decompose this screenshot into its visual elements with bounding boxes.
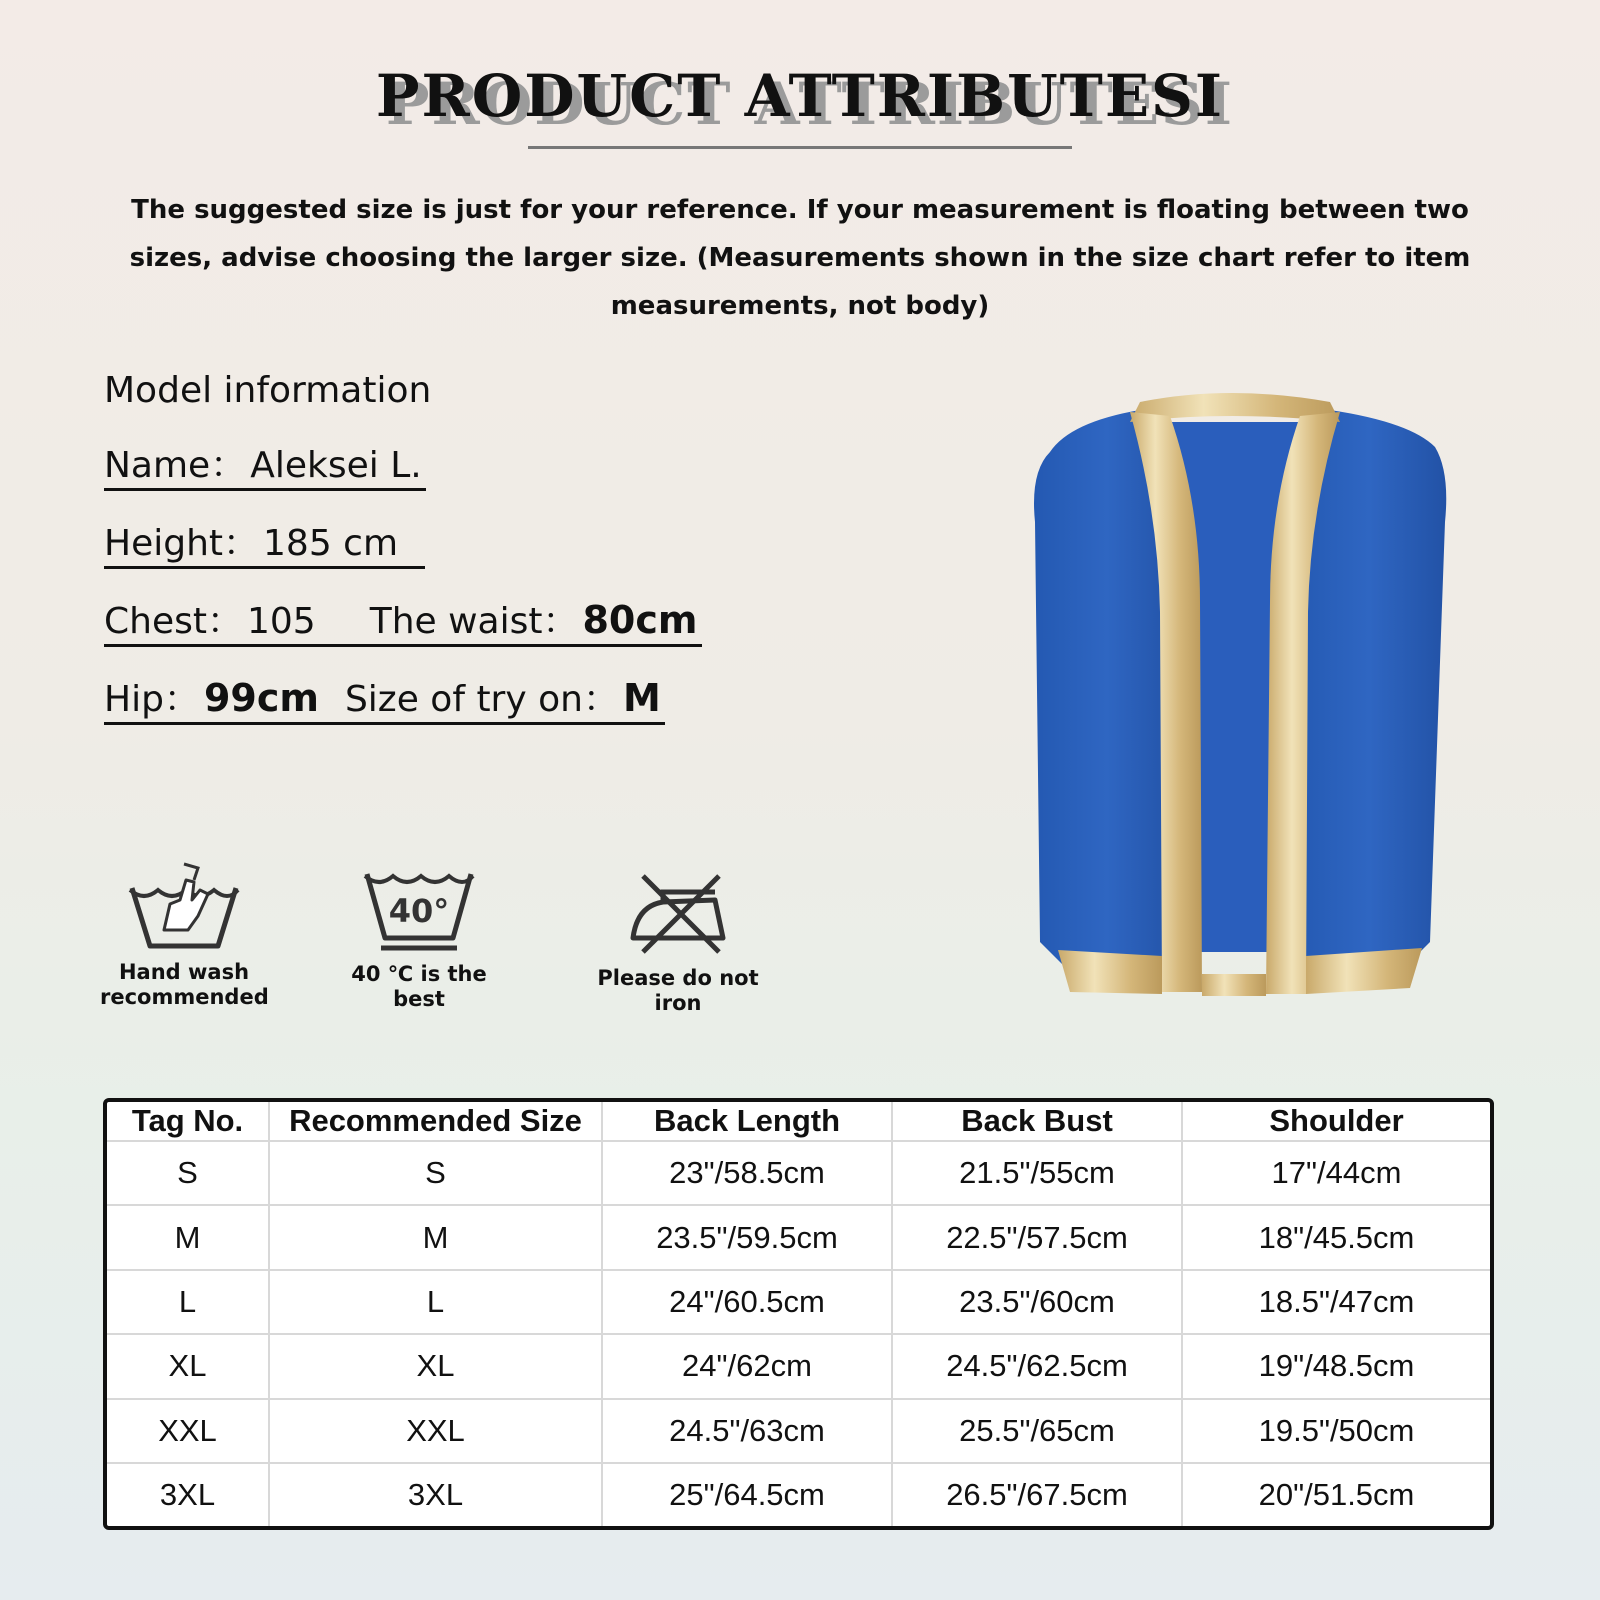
cell-back-length: 23.5"/59.5cm <box>602 1205 892 1269</box>
cell-tag: XL <box>107 1334 269 1398</box>
hip-label: Hip： <box>104 679 200 720</box>
table-row <box>107 1141 1490 1205</box>
cell-shoulder: 20"/51.5cm <box>1182 1463 1490 1526</box>
height-label: Height： <box>104 523 260 564</box>
model-heading: Model information <box>104 370 432 411</box>
table-row <box>107 1463 1490 1526</box>
size-advice-text: The suggested size is just for your reference. If your measurement is floating between two sizes, advise choosing the larger size. (Measurements shown in the size chart refer to item measurements, not body) <box>129 195 1471 321</box>
cell-recommended: M <box>269 1205 602 1269</box>
model-height-line <box>104 515 425 569</box>
cell-back-bust: 23.5"/60cm <box>892 1270 1182 1334</box>
model-name-line <box>104 437 426 491</box>
vest-left-hem <box>1058 950 1162 994</box>
cell-back-bust: 24.5"/62.5cm <box>892 1334 1182 1398</box>
cell-tag: XXL <box>107 1399 269 1463</box>
cell-back-length: 24.5"/63cm <box>602 1399 892 1463</box>
cell-recommended: 3XL <box>269 1463 602 1526</box>
do-not-iron-icon <box>623 872 733 956</box>
cell-recommended: XXL <box>269 1399 602 1463</box>
cell-tag: S <box>107 1141 269 1205</box>
header-back-length: Back Length <box>602 1102 892 1141</box>
cell-back-length: 25"/64.5cm <box>602 1463 892 1526</box>
cell-back-bust: 22.5"/57.5cm <box>892 1205 1182 1269</box>
cell-back-bust: 25.5"/65cm <box>892 1399 1182 1463</box>
vest-product-image <box>1030 382 1490 1032</box>
table-row <box>107 1270 1490 1334</box>
wash-40-icon <box>359 864 479 954</box>
cell-back-length: 23"/58.5cm <box>602 1141 892 1205</box>
care-no-iron <box>572 872 784 1016</box>
table-row <box>107 1399 1490 1463</box>
tryon-value: M <box>622 676 661 720</box>
hand-wash-label-2: recommended <box>100 985 269 1009</box>
cell-recommended: S <box>269 1141 602 1205</box>
header-tag-no: Tag No. <box>107 1102 269 1141</box>
hip-value: 99cm <box>203 676 319 720</box>
vest-right-hem <box>1306 948 1422 994</box>
waist-value: 80cm <box>582 598 698 642</box>
size-chart-header-row <box>107 1102 1490 1141</box>
page-title: PRODUCT ATTRIBUTESI <box>375 62 1225 130</box>
chest-value: 105 <box>246 601 316 642</box>
no-iron-label: Please do not iron <box>597 966 759 1015</box>
cell-back-bust: 26.5"/67.5cm <box>892 1463 1182 1526</box>
waist-label: The waist： <box>369 601 579 642</box>
cell-shoulder: 18.5"/47cm <box>1182 1270 1490 1334</box>
size-chart-table <box>103 1098 1494 1530</box>
header-back-bust: Back Bust <box>892 1102 1182 1141</box>
cell-recommended: L <box>269 1270 602 1334</box>
table-row <box>107 1334 1490 1398</box>
cell-recommended: XL <box>269 1334 602 1398</box>
cell-back-length: 24"/60.5cm <box>602 1270 892 1334</box>
header-shoulder: Shoulder <box>1182 1102 1490 1141</box>
table-row <box>107 1205 1490 1269</box>
name-value: Aleksei L. <box>250 445 422 486</box>
cell-shoulder: 17"/44cm <box>1182 1141 1490 1205</box>
cell-tag: 3XL <box>107 1463 269 1526</box>
wash-40-label: 40 ℃ is the best <box>351 962 487 1011</box>
cell-shoulder: 19"/48.5cm <box>1182 1334 1490 1398</box>
cell-shoulder: 19.5"/50cm <box>1182 1399 1490 1463</box>
cell-back-length: 24"/62cm <box>602 1334 892 1398</box>
wash-40-icon-text: 40° <box>388 892 450 930</box>
model-chest-waist-line <box>104 593 702 647</box>
cell-tag: L <box>107 1270 269 1334</box>
name-label: Name： <box>104 445 247 486</box>
model-hip-size-line <box>104 671 665 725</box>
cell-tag: M <box>107 1205 269 1269</box>
chest-label: Chest： <box>104 601 243 642</box>
hand-wash-label-1: Hand wash <box>118 960 250 984</box>
model-information <box>104 370 702 749</box>
header-recommended-size: Recommended Size <box>269 1102 602 1141</box>
hand-wash-icon <box>124 860 244 952</box>
title-underline <box>528 146 1072 149</box>
cell-shoulder: 18"/45.5cm <box>1182 1205 1490 1269</box>
tryon-label: Size of try on： <box>344 679 619 720</box>
height-value: 185 cm <box>263 523 399 564</box>
vest-back-hem <box>1202 974 1266 996</box>
care-wash-40 <box>326 864 512 1012</box>
cell-back-bust: 21.5"/55cm <box>892 1141 1182 1205</box>
care-hand-wash <box>100 860 268 1010</box>
